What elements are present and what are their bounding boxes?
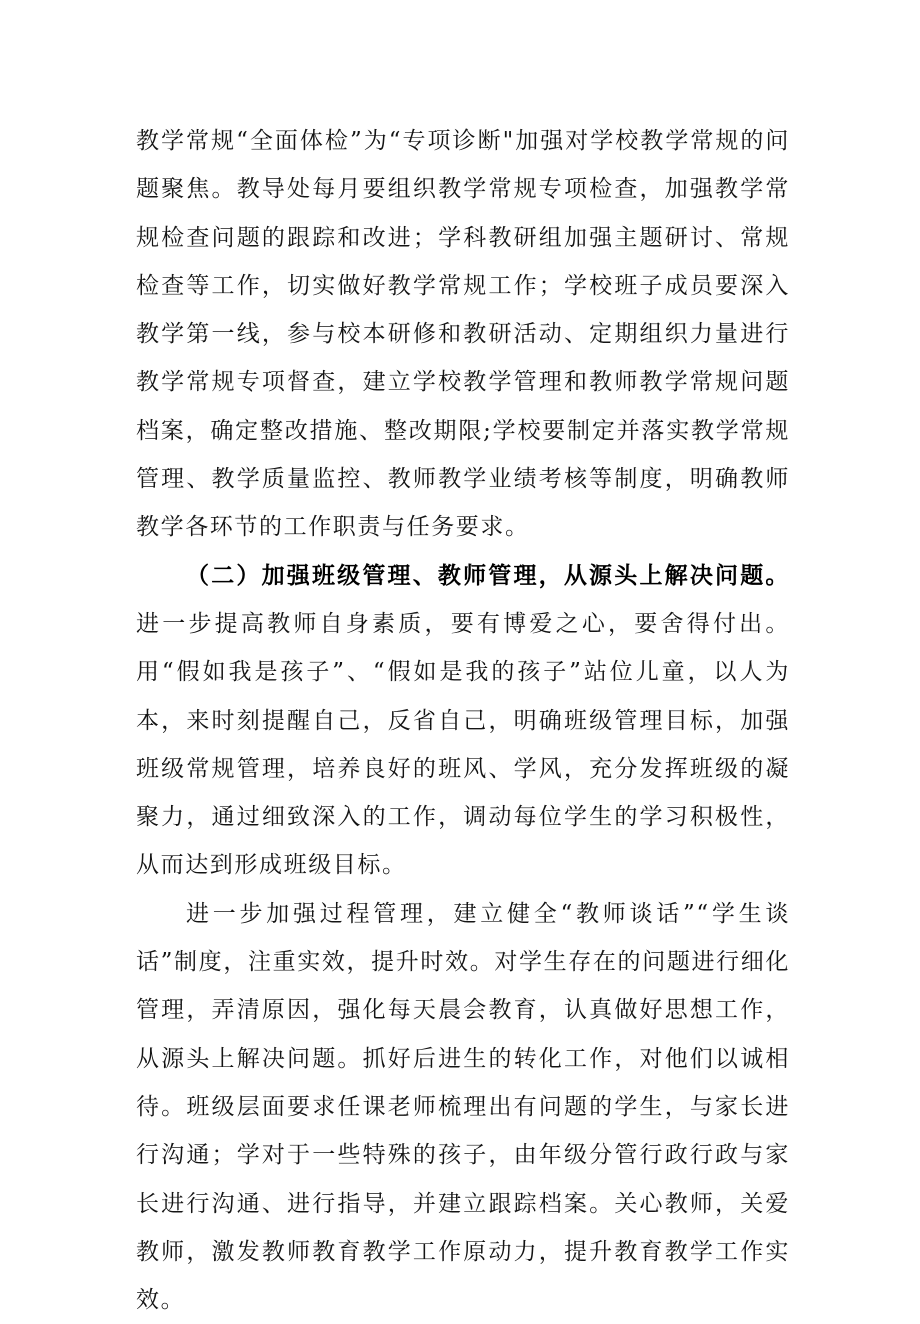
paragraph-class-teacher-management	[136, 552, 790, 890]
paragraph-text: 进一步提高教师自身素质，要有博爱之心，要舍得付出。用“假如我是孩子”、“假如是我的孩子”站位儿童，以人为本，来时刻提醒自己，反省自己，明确班级管理目标，加强班级常规管理，培养良好的班风、学风，充分发挥班级的凝聚力，通过细致深入的工作，调动每位学生的学习积极性，从而达到形成班级目标。	[136, 610, 790, 879]
paragraph-text: 教学常规“全面体检”为“专项诊断"加强对学校教学常规的问题聚焦。教导处每月要组织教学常规专项检查，加强教学常规检查问题的跟踪和改进；学科教研组加强主题研讨、常规检查等工作，切实做好教学常规工作；学校班子成员要深入教学第一线，参与校本研修和教研活动、定期组织力量进行教学常规专项督查，建立学校教学管理和教师教学常规问题档案，确定整改措施、整改期限;学校要制定并落实教学常规管理、教学质量监控、教师教学业绩考核等制度，明确教师教学各环节的工作职责与任务要求。	[136, 128, 790, 541]
section-heading: （二）加强班级管理、教师管理，从源头上解决问题。	[186, 561, 790, 589]
paragraph-text: 进一步加强过程管理，建立健全“教师谈话”“学生谈话”制度，注重实效，提升时效。对学生存在的问题进行细化管理，弄清原因，强化每天晨会教育，认真做好思想工作，从源头上解决问题。抓好后进生的转化工作，对他们以诚相待。班级层面要求任课老师梳理出有问题的学生，与家长进行沟通；学对于一些特殊的孩子，由年级分管行政行政与家长进行沟通、进行指导，并建立跟踪档案。关心教师，关爱教师，激发教师教育教学工作原动力，提升教育教学工作实效。	[136, 900, 790, 1314]
paragraph-process-management	[136, 890, 790, 1324]
document-body	[136, 117, 790, 1324]
paragraph-routine-inspection	[136, 117, 790, 552]
